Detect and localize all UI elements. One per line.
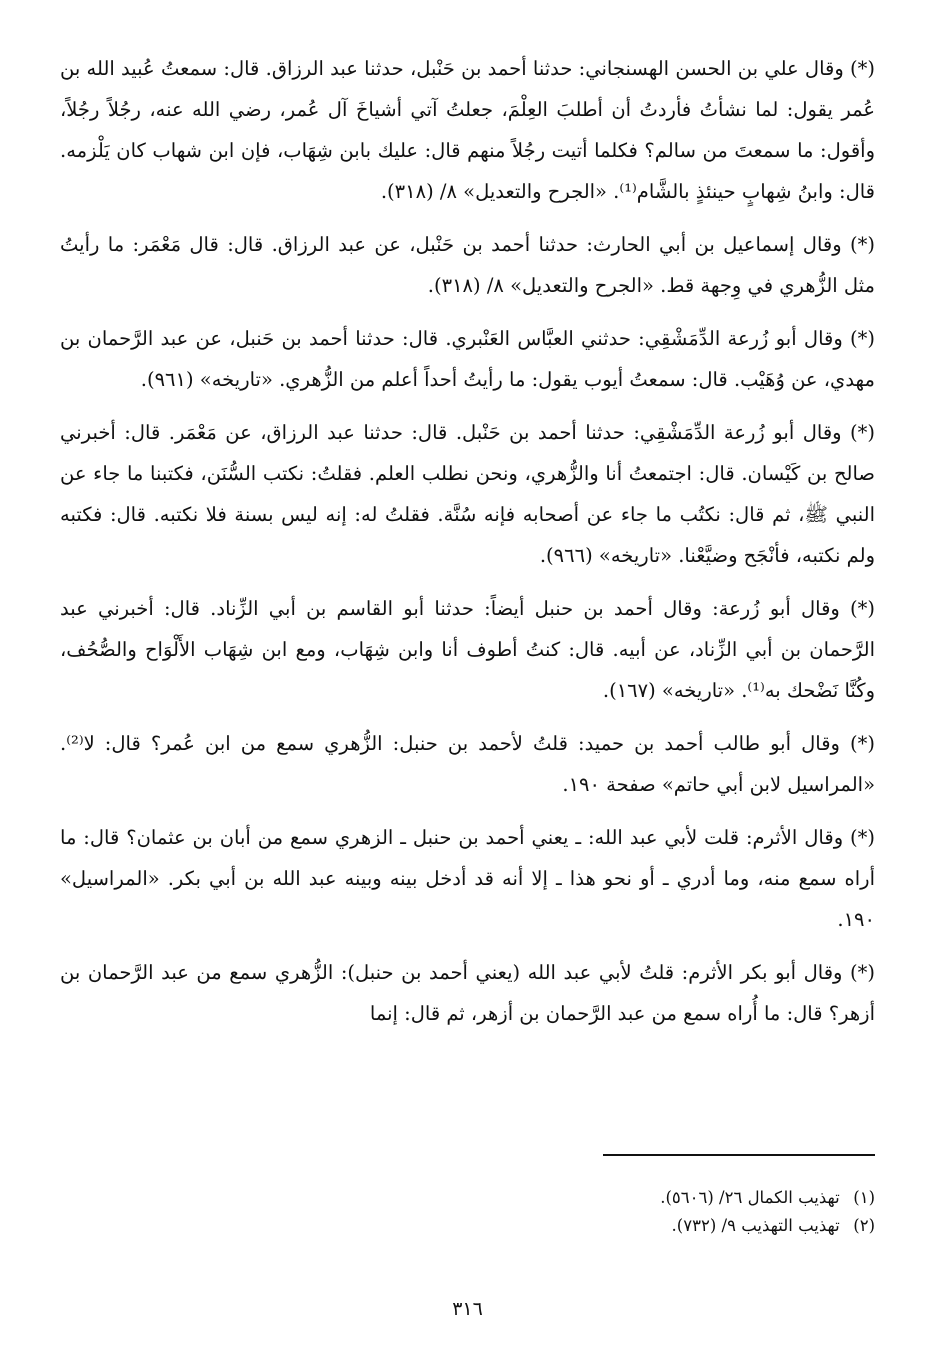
footnote-text: تهذيب التهذيب ٩/ (٧٣٢).: [671, 1216, 840, 1235]
paragraph-1: (*) وقال علي بن الحسن الهسنجاني: حدثنا أحمد بن حَنْبل، حدثنا عبد الرزاق. قال: سمعتُ عُبيد الله بن عُمر يقول: لما نشأتُ فأردتُ أن أطلبَ العِلْمَ، جعلتُ آتي أشياخَ آل عُمر، رضي الله عنه، رجُلاً رجُلاً، وأقول: ما سمعتَ من سالم؟ فكلما أتيت رجُلاً منهم قال: عليك بابن شِهَاب، فإن ابن شهاب كان يَلْزمه. قال: وابنُ شِهابٍ حينئذٍ بالشَّام⁽¹⁾. «الجرح والتعديل» ٨/ (٣١٨).: [60, 57, 875, 203]
footnote-2: [60, 1212, 875, 1240]
paragraph-6: (*) وقال أبو طالب أحمد بن حميد: قلتُ لأحمد بن حنبل: الزُّهري سمع من ابن عُمر؟ قال: لا⁽²⁾. «المراسيل لابن أبي حاتم» صفحة ١٩٠.: [60, 732, 875, 796]
main-text: [60, 48, 875, 1046]
footnotes: [60, 1184, 875, 1240]
footnote-separator: [603, 1154, 875, 1156]
footnote-number: (١): [853, 1188, 875, 1207]
footnote-number: (٢): [853, 1216, 875, 1235]
paragraph-4: (*) وقال أبو زُرعة الدِّمَشْقِي: حدثنا أحمد بن حَنْبل. قال: حدثنا عبد الرزاق، عن مَعْمَر. قال: أخبرني صالح بن كَيْسان. قال: اجتمعتُ أنا والزُّهري، ونحن نطلب العلم. فقلتُ: نكتب السُّنَن، فكتبنا ما جاء عن النبي ﷺ، ثم قال: نكتُب ما جاء عن أصحابه فإنه سُنَّة. فقلتُ له: إنه ليس بسنة فلا نكتبه. قال: فكتبه ولم نكتبه، فأنْجَح وضيَّعْنا. «تاريخه» (٩٦٦).: [60, 421, 875, 567]
paragraph-5: (*) وقال أبو زُرعة: وقال أحمد بن حنبل أيضاً: حدثنا أبو القاسم بن أبي الزِّناد. قال: أخبرني عبد الرَّحمان بن أبي الزِّناد، عن أبيه. قال: كنتُ أطوف أنا وابن شِهَاب، ومع ابن شِهَاب الأَلْوَاح والصُّحُف، وكُنَّا نَضْحك به⁽¹⁾. «تاريخه» (١٦٧).: [60, 597, 875, 702]
footnote-text: تهذيب الكمال ٢٦/ (٥٦٠٦).: [660, 1188, 840, 1207]
book-page: [60, 48, 875, 1328]
paragraph-2: (*) وقال إسماعيل بن أبي الحارث: حدثنا أحمد بن حَنْبل، عن عبد الرزاق. قال: قال مَعْمَر: ما رأيتُ مثل الزُّهري في وِجهة قط. «الجرح والتعديل» ٨/ (٣١٨).: [60, 233, 875, 297]
paragraph-3: (*) وقال أبو زُرعة الدِّمَشْقِي: حدثني العبَّاس العَنْبري. قال: حدثنا أحمد بن حَنبل، عن عبد الرَّحمان بن مهدي، عن وُهَيْب. قال: سمعتُ أيوب يقول: ما رأيتُ أحداً أعلم من الزُّهري. «تاريخه» (٩٦١).: [60, 327, 875, 391]
page-number: ٣١٦: [452, 1298, 483, 1320]
paragraph-7: (*) وقال الأثرم: قلت لأبي عبد الله: ـ يعني أحمد بن حنبل ـ الزهري سمع من أبان بن عثمان؟ قال: ما أراه سمع منه، وما أدري ـ أو نحو هذا ـ إلا أنه قد أدخل بينه وبينه عبد الله بن أبي بكر. «المراسيل» ١٩٠.: [60, 826, 875, 931]
paragraph-8: (*) وقال أبو بكر الأثرم: قلتُ لأبي عبد الله (يعني أحمد بن حنبل): الزُّهري سمع من عبد الرَّحمان بن أزهر؟ قال: ما أُراه سمع من عبد الرَّحمان بن أزهر، ثم قال: إنما: [60, 961, 875, 1025]
footnote-1: [60, 1184, 875, 1212]
